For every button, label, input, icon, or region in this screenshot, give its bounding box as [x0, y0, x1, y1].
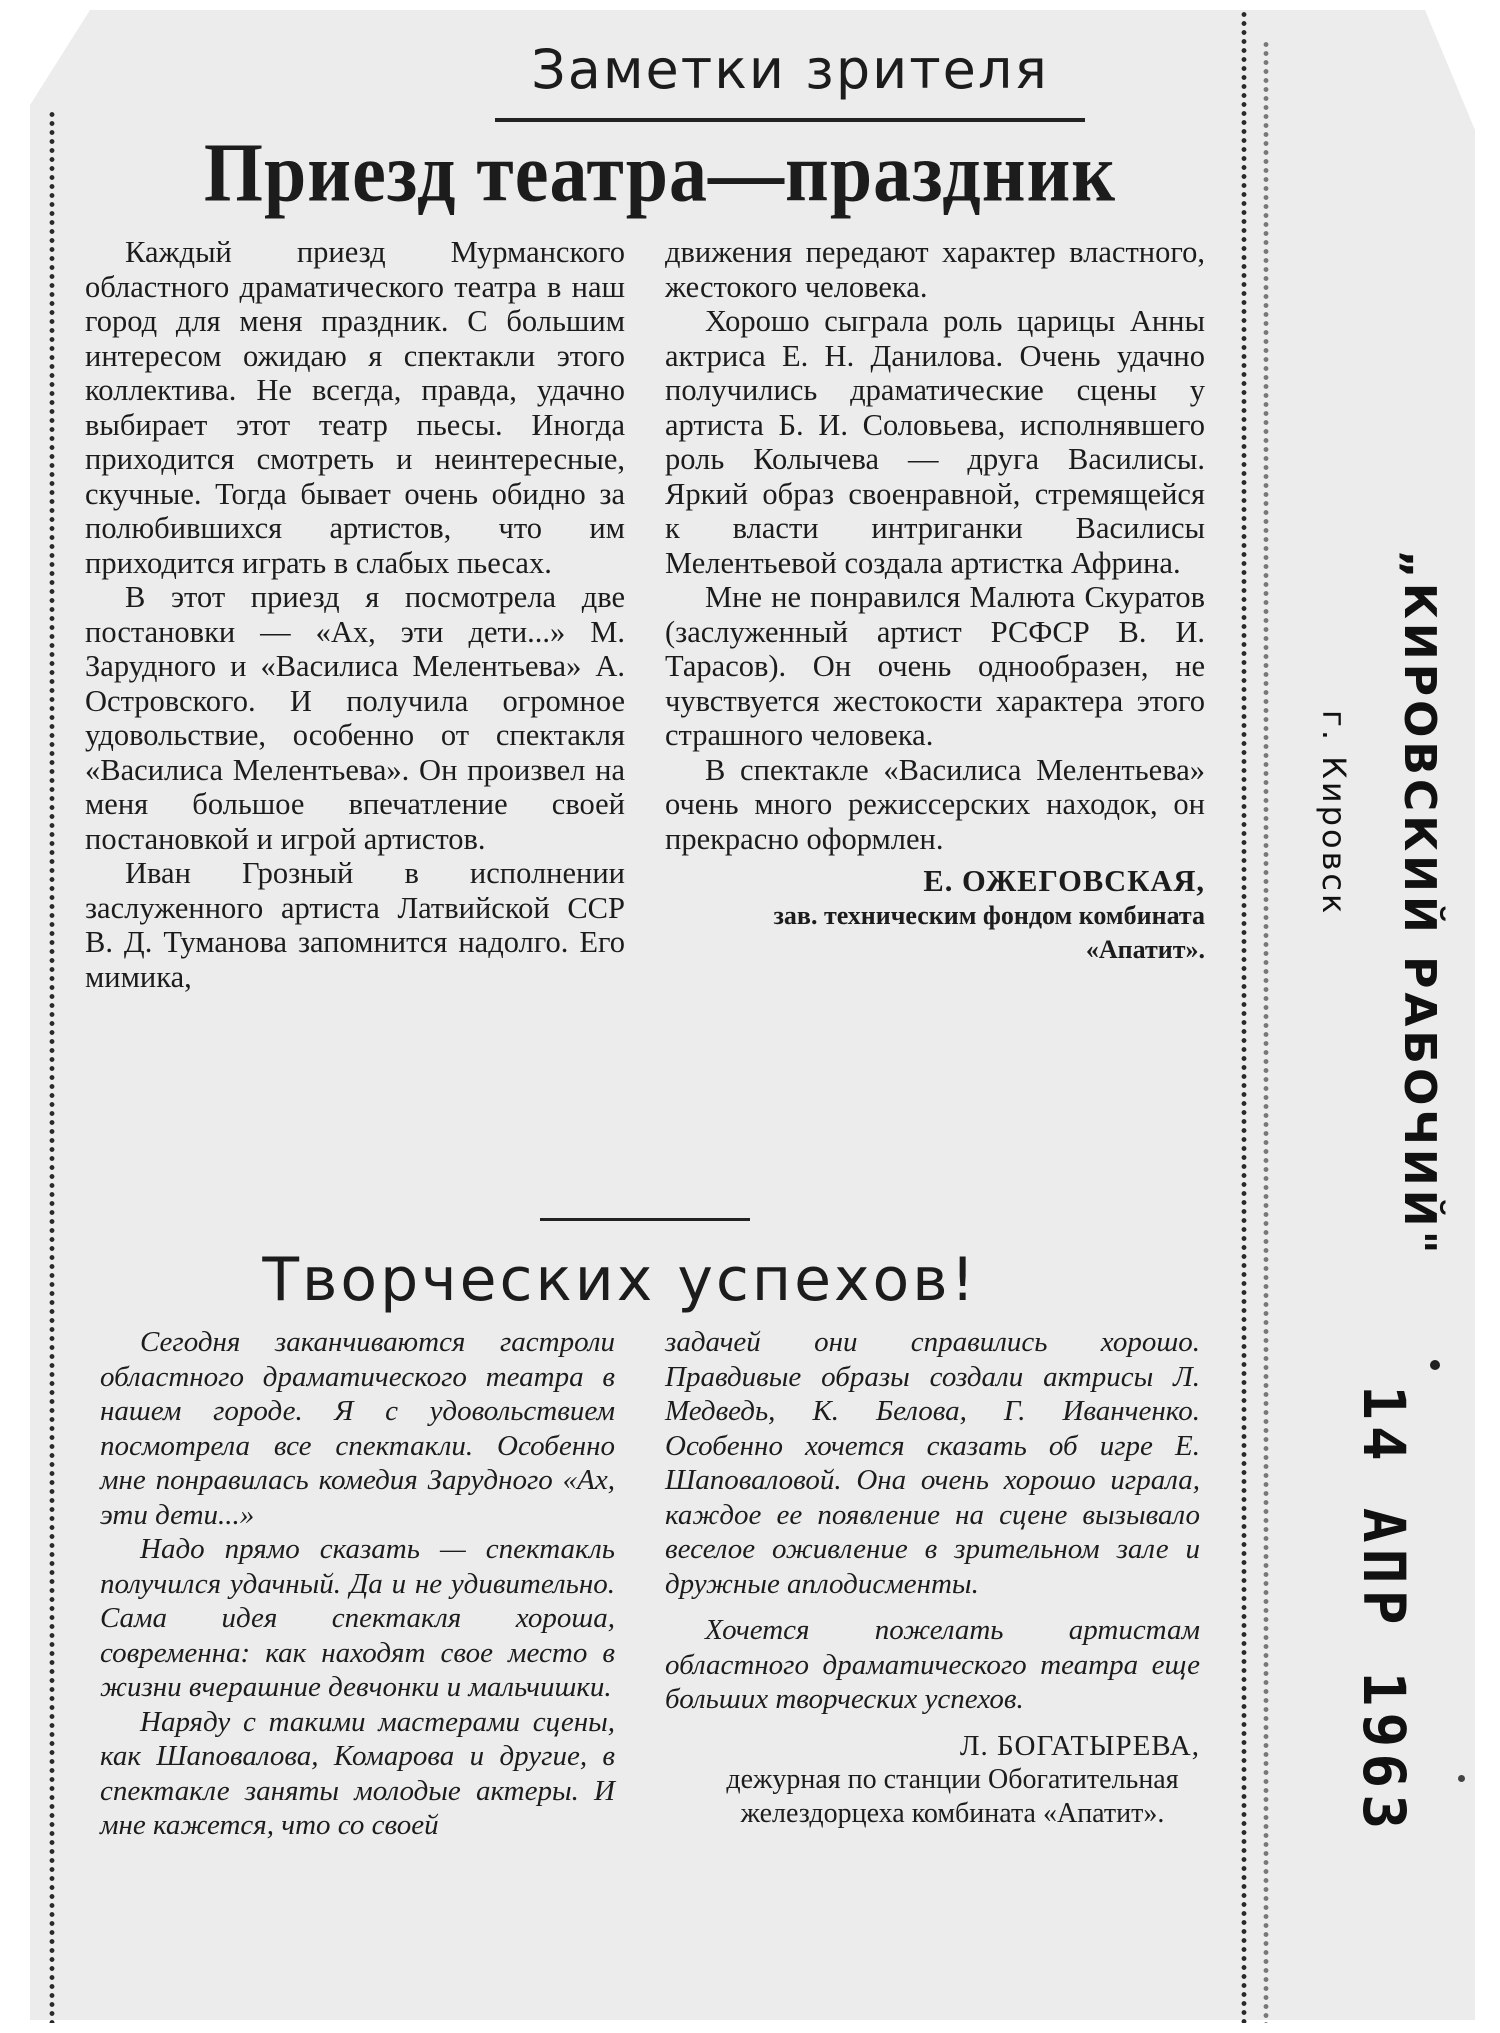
paragraph: задачей они справились хорошо. Правдивые образы создали актрисы Л. Медведь, К. Белова, Г. Иванченко. Особенно хочется сказать об игре Е. Шаповаловой. Она очень хорошо играла, каждое ее появление на сцене вызывало веселое оживление в зрительном зале и дружные аплодисменты.: [665, 1326, 1200, 1600]
article1-signature: Е. ОЖЕГОВСКАЯ,: [923, 864, 1205, 898]
article2-column-right: [665, 1325, 1200, 1831]
perforation-left: [48, 110, 56, 2023]
city-label: г. Кировск: [1315, 710, 1353, 917]
perforation-right-inner: [1262, 40, 1270, 2023]
paragraph: Мне не понравился Малюта Скуратов (заслуженный артист РСФСР В. И. Тарасов). Он очень однообразен, не чувствуется жестокости характера этого страшного человека.: [665, 580, 1205, 752]
article2-signature-position: дежурная по станции Обогатительная желездорцеха комбината «Апатит».: [726, 1764, 1179, 1829]
ink-dot: [1430, 1360, 1440, 1370]
date-stamp: 14 АПР 1963: [1350, 1385, 1418, 1836]
paragraph: Хорошо сыграла роль царицы Анны актриса Е. Н. Данилова. Очень удачно получились драматические сцены у артиста Б. И. Соловьева, исполнявшего роль Колычева — друга Василисы. Яркий образ своенравной, стремящейся к власти интриганки Василисы Мелентьевой создала артистка Африна.: [665, 304, 1205, 580]
paragraph: Сегодня заканчиваются гастроли областного драматического театра в нашем городе. Я с удовольствием посмотрела все спектакли. Особенно мне понравилась комедия Зарудного «Ах, эти дети...»: [100, 1326, 615, 1531]
rubric-title: Заметки зрителя: [495, 38, 1085, 122]
article1-headline: Приезд театра—праздник: [203, 126, 1117, 220]
newspaper-masthead: „КИРОВСКИЙ РАБОЧИЙ": [1394, 550, 1445, 1258]
article2-signature: Л. БОГАТЫРЕВА,: [959, 1729, 1200, 1762]
paragraph: Наряду с такими мастерами сцены, как Шаповалова, Комарова и другие, в спектакле заняты молодые актеры. И мне кажется, что со своей: [100, 1705, 615, 1841]
article2-headline: Творческих успехов!: [262, 1245, 978, 1315]
paragraph: Хочется пожелать артистам областного драматического театра еще больших творческих успехов.: [665, 1614, 1200, 1715]
paragraph: движения передают характер властного, жестокого человека.: [665, 235, 1205, 304]
perforation-right: [1240, 10, 1248, 2023]
paragraph: Каждый приезд Мурманского областного драматического театра в наш город для меня праздник. С большим интересом ожидаю я спектакли этого коллектива. Не всегда, правда, удачно выбирает этот театр пьесы. Иногда приходится смотреть и неинтересные, скучные. Тогда бывает очень обидно за полюбившихся артистов, что им приходится играть в слабых пьесах.: [85, 235, 625, 580]
article1-column-left: [85, 235, 625, 994]
article2-column-left: [100, 1325, 615, 1843]
ink-dot: [1458, 1775, 1465, 1782]
paragraph: Иван Грозный в исполнении заслуженного артиста Латвийской ССР В. Д. Туманова запомнится надолго. Его мимика,: [85, 856, 625, 994]
article1-signature-position: зав. техническим фондом комбината «Апатит».: [773, 900, 1205, 964]
paragraph: В спектакле «Василиса Мелентьева» очень много режиссерских находок, он прекрасно оформлен.: [665, 752, 1205, 856]
section-divider: [540, 1218, 750, 1221]
paragraph: Надо прямо сказать — спектакль получился удачный. Да и не удивительно. Сама идея спектакля хороша, современна: как находят свое место в жизни вчерашние девчонки и мальчишки.: [100, 1533, 615, 1703]
article1-column-right: [665, 235, 1205, 967]
paragraph: В этот приезд я посмотрела две постановки — «Ах, эти дети...» М. Зарудного и «Василиса Мелентьева» А. Островского. И получила огромное удовольствие, особенно от спектакля «Василиса Мелентьева». Он произвел на меня большое впечатление своей постановкой и игрой артистов.: [85, 580, 625, 856]
